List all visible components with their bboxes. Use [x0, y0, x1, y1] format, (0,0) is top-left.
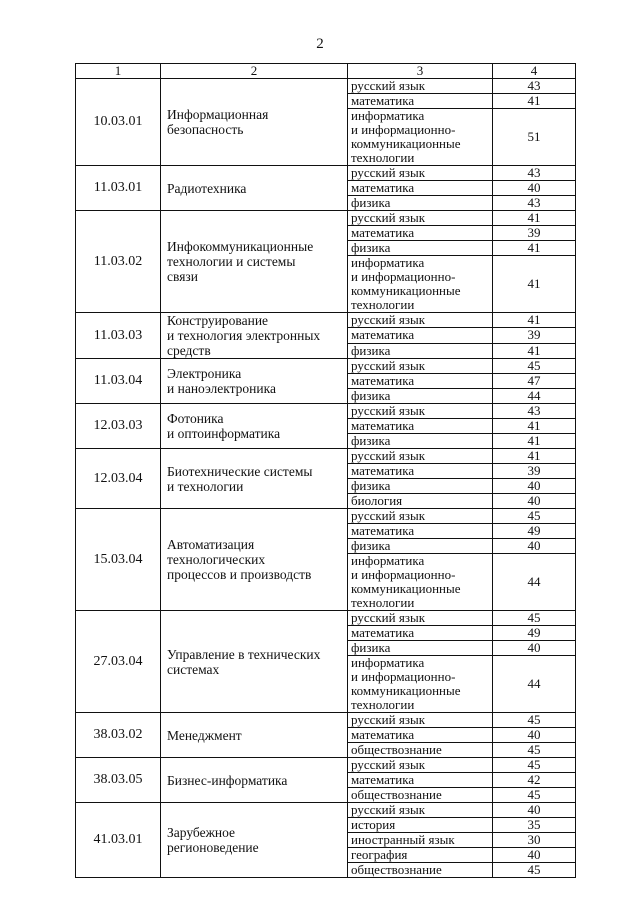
min-score: 41 [493, 94, 576, 109]
table-row [76, 449, 576, 464]
min-score: 41 [493, 211, 576, 226]
subject-name: математика [348, 181, 493, 196]
program-name: Фотоника и оптоинформатика [161, 404, 348, 449]
subject-name: математика [348, 524, 493, 539]
min-scores-table [75, 63, 576, 878]
subject-name: физика [348, 389, 493, 404]
subject-name: биология [348, 494, 493, 509]
min-score: 35 [493, 818, 576, 833]
subject-name: русский язык [348, 803, 493, 818]
subject-name: русский язык [348, 211, 493, 226]
subject-name: математика [348, 728, 493, 743]
subject-name: физика [348, 479, 493, 494]
subject-name: иностранный язык [348, 833, 493, 848]
subject-name: математика [348, 226, 493, 241]
program-name: Автоматизация технологических процессов и производств [161, 509, 348, 611]
program-name: Инфокоммуникационные технологии и системы связи [161, 211, 348, 313]
subject-name: обществознание [348, 863, 493, 878]
subject-name: физика [348, 539, 493, 554]
program-code: 38.03.02 [76, 713, 161, 758]
table-row [76, 509, 576, 524]
table-row [76, 803, 576, 818]
program-name: Конструирование и технология электронных средств [161, 313, 348, 359]
program-name: Биотехнические системы и технологии [161, 449, 348, 509]
program-name: Электроника и наноэлектроника [161, 359, 348, 404]
table-row [76, 313, 576, 328]
program-code: 41.03.01 [76, 803, 161, 878]
min-score: 41 [493, 434, 576, 449]
subject-name: информатика и информационно- коммуникационные технологии [348, 656, 493, 713]
program-name: Бизнес-информатика [161, 758, 348, 803]
min-score: 49 [493, 626, 576, 641]
subject-name: русский язык [348, 79, 493, 94]
program-name: Управление в технических системах [161, 611, 348, 713]
min-score: 45 [493, 713, 576, 728]
subject-name: русский язык [348, 758, 493, 773]
subject-name: математика [348, 328, 493, 343]
min-score: 45 [493, 359, 576, 374]
column-header: 1 [76, 64, 161, 79]
min-score: 40 [493, 803, 576, 818]
min-score: 42 [493, 773, 576, 788]
subject-name: математика [348, 773, 493, 788]
subject-name: русский язык [348, 359, 493, 374]
subject-name: русский язык [348, 713, 493, 728]
min-score: 40 [493, 479, 576, 494]
subject-name: информатика и информационно- коммуникационные технологии [348, 109, 493, 166]
min-score: 41 [493, 241, 576, 256]
subject-name: физика [348, 434, 493, 449]
table-row [76, 79, 576, 94]
subject-name: математика [348, 374, 493, 389]
min-score: 45 [493, 788, 576, 803]
subject-name: обществознание [348, 743, 493, 758]
subject-name: математика [348, 626, 493, 641]
subject-name: математика [348, 419, 493, 434]
min-score: 39 [493, 328, 576, 343]
min-score: 43 [493, 196, 576, 211]
program-code: 12.03.03 [76, 404, 161, 449]
min-score: 47 [493, 374, 576, 389]
subject-name: русский язык [348, 509, 493, 524]
program-code: 11.03.04 [76, 359, 161, 404]
min-score: 40 [493, 181, 576, 196]
table-row [76, 211, 576, 226]
min-score: 40 [493, 728, 576, 743]
page-number: 2 [316, 36, 324, 52]
subject-name: русский язык [348, 449, 493, 464]
column-header: 3 [348, 64, 493, 79]
min-score: 43 [493, 166, 576, 181]
subject-name: физика [348, 343, 493, 358]
min-score: 30 [493, 833, 576, 848]
min-score: 43 [493, 404, 576, 419]
min-score: 40 [493, 539, 576, 554]
program-name: Менеджмент [161, 713, 348, 758]
min-score: 45 [493, 743, 576, 758]
table-row [76, 611, 576, 626]
min-score: 44 [493, 389, 576, 404]
header-row [76, 64, 576, 79]
program-code: 11.03.01 [76, 166, 161, 211]
min-score: 43 [493, 79, 576, 94]
table-row [76, 758, 576, 773]
min-score: 41 [493, 343, 576, 358]
subject-name: информатика и информационно- коммуникационные технологии [348, 554, 493, 611]
min-score: 45 [493, 509, 576, 524]
subject-name: физика [348, 241, 493, 256]
min-score: 39 [493, 226, 576, 241]
subject-name: русский язык [348, 313, 493, 328]
program-code: 11.03.03 [76, 313, 161, 359]
table-row [76, 359, 576, 374]
program-name: Радиотехника [161, 166, 348, 211]
subject-name: география [348, 848, 493, 863]
subject-name: история [348, 818, 493, 833]
subject-name: математика [348, 464, 493, 479]
min-score: 44 [493, 656, 576, 713]
subject-name: обществознание [348, 788, 493, 803]
table-row [76, 404, 576, 419]
program-code: 10.03.01 [76, 79, 161, 166]
min-score: 40 [493, 848, 576, 863]
min-score: 44 [493, 554, 576, 611]
min-score: 41 [493, 256, 576, 313]
min-score: 41 [493, 449, 576, 464]
program-code: 11.03.02 [76, 211, 161, 313]
min-score: 39 [493, 464, 576, 479]
min-score: 51 [493, 109, 576, 166]
table-row [76, 166, 576, 181]
min-score: 45 [493, 863, 576, 878]
subject-name: русский язык [348, 166, 493, 181]
min-score: 49 [493, 524, 576, 539]
min-score: 40 [493, 641, 576, 656]
subject-name: русский язык [348, 404, 493, 419]
min-score: 45 [493, 611, 576, 626]
column-header: 4 [493, 64, 576, 79]
subject-name: информатика и информационно- коммуникационные технологии [348, 256, 493, 313]
min-score: 41 [493, 419, 576, 434]
column-header: 2 [161, 64, 348, 79]
table-row [76, 713, 576, 728]
program-code: 38.03.05 [76, 758, 161, 803]
min-score: 41 [493, 313, 576, 328]
program-code: 15.03.04 [76, 509, 161, 611]
min-score: 45 [493, 758, 576, 773]
program-name: Зарубежное регионоведение [161, 803, 348, 878]
subject-name: физика [348, 641, 493, 656]
min-score: 40 [493, 494, 576, 509]
subject-name: физика [348, 196, 493, 211]
program-code: 12.03.04 [76, 449, 161, 509]
program-name: Информационная безопасность [161, 79, 348, 166]
program-code: 27.03.04 [76, 611, 161, 713]
subject-name: русский язык [348, 611, 493, 626]
subject-name: математика [348, 94, 493, 109]
